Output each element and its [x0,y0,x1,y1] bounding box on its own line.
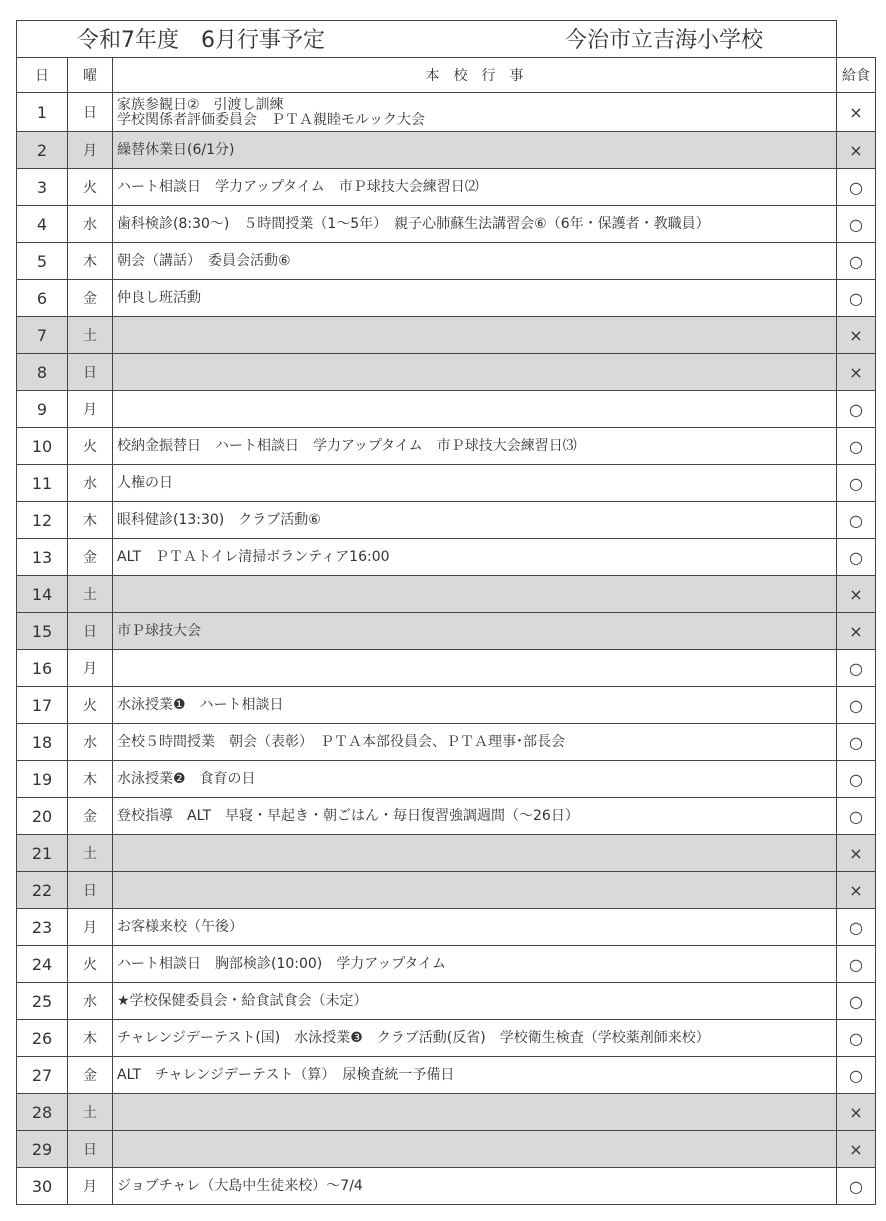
events-cell [113,761,837,798]
lunch-cell: ○ [837,391,876,428]
weekday-cell: 水 [68,206,113,243]
lunch-cell: ○ [837,465,876,502]
weekday-cell: 木 [68,1020,113,1057]
weekday-cell: 火 [68,687,113,724]
table-row [17,1020,876,1057]
school-name: 今治市立吉海小学校 [565,28,764,53]
weekday-cell: 火 [68,428,113,465]
events-cell [113,280,837,317]
event-text: お客様来校（午後） [117,918,243,935]
table-row [17,1094,876,1131]
day-cell: 16 [17,650,68,687]
col-header-lunch: 給食 [837,58,876,93]
weekday-cell: 木 [68,761,113,798]
day-cell: 7 [17,317,68,354]
day-cell: 23 [17,909,68,946]
day-cell: 13 [17,539,68,576]
day-cell: 4 [17,206,68,243]
lunch-cell: × [837,354,876,391]
table-row [17,761,876,798]
table-row [17,909,876,946]
lunch-cell: × [837,1131,876,1168]
day-cell: 6 [17,280,68,317]
lunch-cell: × [837,132,876,169]
weekday-cell: 金 [68,798,113,835]
header-row [17,58,876,93]
day-cell: 14 [17,576,68,613]
day-cell: 17 [17,687,68,724]
day-cell: 15 [17,613,68,650]
events-cell [113,650,837,687]
weekday-cell: 日 [68,613,113,650]
event-text: 仲良し班活動 [117,289,201,306]
events-cell [113,243,837,280]
table-row [17,835,876,872]
event-text: 歯科検診(8:30～) ５時間授業（1～5年） 親子心肺蘇生法講習会⑥（6年・保護者・教職員） [117,215,710,232]
table-row [17,502,876,539]
weekday-cell: 水 [68,983,113,1020]
weekday-cell: 土 [68,835,113,872]
events-cell [113,1020,837,1057]
table-row [17,93,876,132]
lunch-cell: ○ [837,687,876,724]
day-cell: 3 [17,169,68,206]
day-cell: 2 [17,132,68,169]
day-cell: 10 [17,428,68,465]
title-row [17,21,876,58]
day-cell: 30 [17,1168,68,1205]
events-cell [113,317,837,354]
table-row [17,798,876,835]
table-row [17,169,876,206]
col-header-day: 日 [17,58,68,93]
weekday-cell: 木 [68,243,113,280]
day-cell: 21 [17,835,68,872]
col-header-weekday: 曜 [68,58,113,93]
events-cell [113,465,837,502]
lunch-cell: ○ [837,539,876,576]
weekday-cell: 土 [68,1094,113,1131]
weekday-cell: 土 [68,576,113,613]
schedule-table [16,20,876,1205]
weekday-cell: 火 [68,946,113,983]
lunch-cell: × [837,872,876,909]
event-text: 水泳授業❶ ハート相談日 [117,696,284,713]
weekday-cell: 火 [68,169,113,206]
day-cell: 18 [17,724,68,761]
event-text: ★学校保健委員会・給食試食会（未定） [117,992,368,1009]
event-text: 水泳授業❷ 食育の日 [117,770,256,787]
events-cell [113,1057,837,1094]
table-row [17,465,876,502]
day-cell: 11 [17,465,68,502]
lunch-cell: ○ [837,798,876,835]
day-cell: 12 [17,502,68,539]
lunch-cell: ○ [837,243,876,280]
event-text: 登校指導 ALT 早寝・早起き・朝ごはん・毎日復習強調週間（～26日） [117,807,579,824]
lunch-cell: ○ [837,724,876,761]
events-cell [113,872,837,909]
event-text: 市Ｐ球技大会 [117,622,201,639]
weekday-cell: 日 [68,93,113,132]
table-row [17,946,876,983]
events-cell [113,502,837,539]
day-cell: 25 [17,983,68,1020]
event-text: ハート相談日 胸部検診(10:00) 学力アップタイム [117,955,447,972]
lunch-cell: ○ [837,206,876,243]
weekday-cell: 月 [68,650,113,687]
event-text: ALT チャレンジデーテスト（算） 尿検査統一予備日 [117,1066,455,1083]
weekday-cell: 水 [68,724,113,761]
page-title: 令和7年度 6月行事予定 [77,28,325,53]
events-cell [113,428,837,465]
schedule-body [17,21,876,1205]
table-row [17,687,876,724]
lunch-cell: × [837,93,876,132]
event-text: ハート相談日 学力アップタイム 市Ｐ球技大会練習日⑵ [117,178,479,195]
lunch-cell: ○ [837,650,876,687]
events-cell [113,354,837,391]
events-cell [113,1168,837,1205]
table-row [17,724,876,761]
table-row [17,243,876,280]
weekday-cell: 月 [68,909,113,946]
col-header-events: 本 校 行 事 [113,58,837,93]
table-row [17,428,876,465]
day-cell: 19 [17,761,68,798]
lunch-cell: ○ [837,169,876,206]
weekday-cell: 月 [68,391,113,428]
events-cell [113,724,837,761]
day-cell: 29 [17,1131,68,1168]
event-text: 校納金振替日 ハート相談日 学力アップタイム 市Ｐ球技大会練習日⑶ [117,437,577,454]
day-cell: 8 [17,354,68,391]
lunch-cell: ○ [837,1168,876,1205]
table-row [17,539,876,576]
lunch-cell: ○ [837,280,876,317]
day-cell: 28 [17,1094,68,1131]
table-row [17,1057,876,1094]
event-text: ジョブチャレ（大島中生徒来校）～7/4 [117,1177,363,1194]
weekday-cell: 月 [68,1168,113,1205]
events-cell [113,576,837,613]
lunch-cell: ○ [837,761,876,798]
table-row [17,317,876,354]
lunch-cell: × [837,1094,876,1131]
day-cell: 9 [17,391,68,428]
events-cell [113,1094,837,1131]
table-row [17,650,876,687]
table-row [17,206,876,243]
table-row [17,983,876,1020]
day-cell: 24 [17,946,68,983]
event-text: 全校５時間授業 朝会（表彰） ＰＴＡ本部役員会、ＰＴＡ理事･部長会 [117,733,565,750]
weekday-cell: 日 [68,354,113,391]
day-cell: 1 [17,93,68,132]
events-cell [113,1131,837,1168]
weekday-cell: 土 [68,317,113,354]
events-cell [113,613,837,650]
lunch-cell: ○ [837,1057,876,1094]
day-cell: 20 [17,798,68,835]
lunch-cell: × [837,835,876,872]
weekday-cell: 日 [68,872,113,909]
event-text: 家族参観日② 引渡し訓練 [117,97,284,113]
lunch-cell: ○ [837,1020,876,1057]
table-row [17,391,876,428]
weekday-cell: 木 [68,502,113,539]
events-cell [113,206,837,243]
lunch-cell: × [837,613,876,650]
event-text: 朝会（講話） 委員会活動⑥ [117,252,291,269]
lunch-cell: ○ [837,428,876,465]
lunch-cell: ○ [837,909,876,946]
title-cell [17,21,837,58]
events-cell [113,539,837,576]
table-row [17,872,876,909]
lunch-cell: ○ [837,502,876,539]
event-text: 繰替休業日(6/1分) [117,141,235,158]
events-cell [113,687,837,724]
day-cell: 22 [17,872,68,909]
weekday-cell: 日 [68,1131,113,1168]
weekday-cell: 水 [68,465,113,502]
weekday-cell: 金 [68,280,113,317]
lunch-cell: ○ [837,983,876,1020]
events-cell [113,391,837,428]
events-cell [113,169,837,206]
day-cell: 5 [17,243,68,280]
lunch-cell: × [837,576,876,613]
day-cell: 26 [17,1020,68,1057]
events-cell [113,798,837,835]
table-row [17,1131,876,1168]
table-row [17,613,876,650]
weekday-cell: 金 [68,1057,113,1094]
events-cell [113,983,837,1020]
lunch-cell: × [837,317,876,354]
events-cell [113,835,837,872]
event-text: チャレンジデーテスト(国) 水泳授業❸ クラブ活動(反省) 学校衛生検査（学校薬剤師来校） [117,1029,710,1046]
events-cell [113,132,837,169]
events-cell [113,946,837,983]
lunch-cell: ○ [837,946,876,983]
weekday-cell: 月 [68,132,113,169]
table-row [17,576,876,613]
weekday-cell: 金 [68,539,113,576]
table-row [17,280,876,317]
schedule-sheet [16,20,876,1205]
table-row [17,1168,876,1205]
title-blank-cell [837,21,876,58]
table-row [17,132,876,169]
event-text: 学校関係者評価委員会 ＰＴＡ親睦モルック大会 [117,112,425,128]
table-row [17,354,876,391]
events-cell [113,93,837,132]
day-cell: 27 [17,1057,68,1094]
events-cell [113,909,837,946]
event-text: ALT ＰＴＡトイレ清掃ボランティア16:00 [117,548,390,565]
event-text: 眼科健診(13:30) クラブ活動⑥ [117,511,321,528]
event-text: 人権の日 [117,474,173,491]
